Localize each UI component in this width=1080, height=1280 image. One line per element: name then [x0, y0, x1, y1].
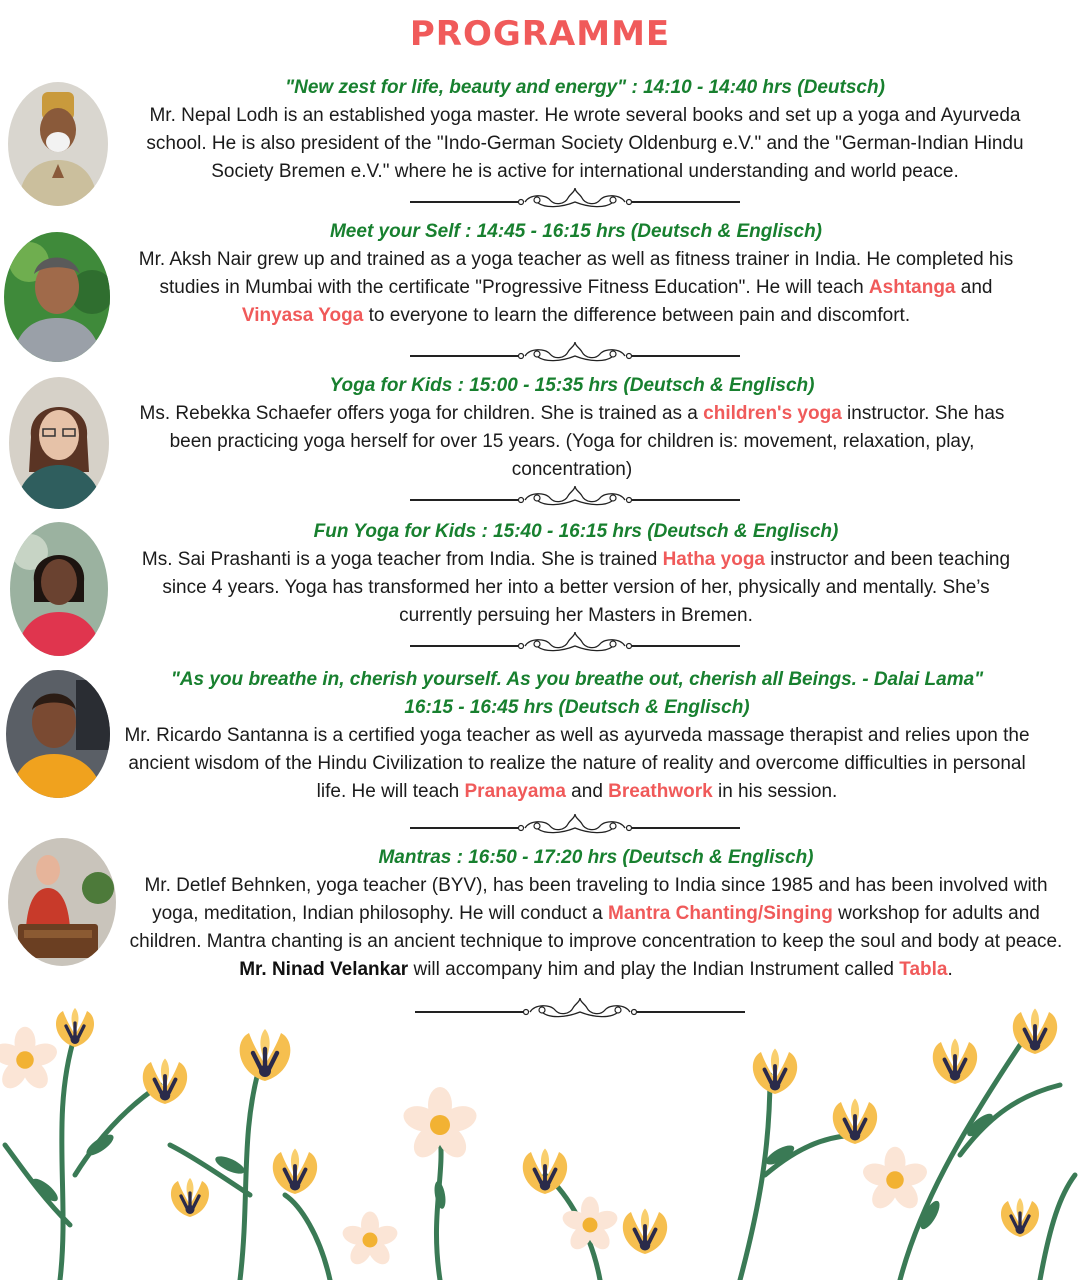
- ornament-divider-5: [410, 812, 740, 836]
- avatar-aksh-nair: [4, 232, 110, 362]
- session-6-description: Mr. Detlef Behnken, yoga teacher (BYV), has been traveling to India since 1985 and has been involved with yoga, meditation, Indian philosophy. He will conduct a Mantra Chanting/Singing workshop for adults and children. Mantra chanting is an ancient technique to improve concentration to keep the soul and body at peace. Mr. Ninad Velankar will accompany him and play the Indian Instrument called Tabla.: [129, 875, 1063, 980]
- avatar-nepal-lodh: [8, 82, 108, 206]
- ornament-divider-4: [410, 630, 740, 654]
- session-2-heading: Meet your Self : 14:45 - 16:15 hrs (Deutsch & Englisch): [329, 221, 823, 242]
- session-5-time: 16:15 - 16:45 hrs (Deutsch & Englisch): [404, 697, 750, 718]
- ornament-divider-3: [410, 484, 740, 508]
- avatar-detlef-behnken: [8, 838, 116, 966]
- session-3: [122, 372, 1022, 484]
- avatar-ricardo-santanna: [6, 670, 110, 798]
- highlight-ninad-velankar: Mr. Ninad Velankar: [239, 959, 409, 980]
- session-5-description: Mr. Ricardo Santanna is a certified yoga teacher as well as ayurveda massage therapist and relies upon the ancient wisdom of the Hindu Civilization to realize the nature of reality and overcome difficulties in personal life. He will teach Pranayama and Breathwork in his session.: [124, 725, 1030, 802]
- highlight-hatha-yoga: Hatha yoga: [662, 549, 765, 570]
- highlight-vinyasa-yoga: Vinyasa Yoga: [241, 305, 364, 326]
- highlight-childrens-yoga: children's yoga: [703, 403, 842, 424]
- session-5: [122, 666, 1032, 806]
- avatar-rebekka-schaefer: [9, 377, 109, 509]
- session-6-heading: Mantras : 16:50 - 17:20 hrs (Deutsch & Englisch): [378, 847, 814, 868]
- avatar-sai-prashanti: [10, 522, 108, 656]
- session-4-description: Ms. Sai Prashanti is a yoga teacher from India. She is trained Hatha yoga instructor and been teaching since 4 years. Yoga has transformed her into a better version of her, physically and mentally. She’s currently persuing her Masters in Bremen.: [141, 549, 1011, 626]
- highlight-mantra-chanting: Mantra Chanting/Singing: [608, 903, 833, 924]
- session-1-description: Mr. Nepal Lodh is an established yoga master. He wrote several books and set up a yoga and Ayurveda school. He is also president of the "Indo-German Society Oldenburg e.V." and the "German-Indian Hindu Society Bremen e.V." where he is active for international understanding and world peace.: [146, 105, 1024, 182]
- highlight-ashtanga: Ashtanga: [868, 277, 956, 298]
- floral-decoration: [0, 995, 1080, 1280]
- page-title: PROGRAMME: [409, 14, 671, 54]
- ornament-divider-1: [410, 186, 740, 210]
- ornament-divider-2: [410, 340, 740, 364]
- session-6: [126, 844, 1066, 984]
- session-3-description: Ms. Rebekka Schaefer offers yoga for children. She is trained as a children's yoga instructor. She has been practicing yoga herself for over 15 years. (Yoga for children is: movement, relaxation, play, concentration): [139, 403, 1005, 480]
- session-1-heading: "New zest for life, beauty and energy" : 14:10 - 14:40 hrs (Deutsch): [285, 77, 885, 98]
- session-4-heading: Fun Yoga for Kids : 15:40 - 16:15 hrs (Deutsch & Englisch): [313, 521, 839, 542]
- session-1: [130, 74, 1040, 186]
- session-5-heading: "As you breathe in, cherish yourself. As you breathe out, cherish all Beings. - Dalai Lama": [170, 669, 984, 690]
- highlight-breathwork: Breathwork: [608, 781, 713, 802]
- session-3-heading: Yoga for Kids : 15:00 - 15:35 hrs (Deutsch & Englisch): [329, 375, 815, 396]
- highlight-pranayama: Pranayama: [464, 781, 566, 802]
- highlight-tabla: Tabla: [899, 959, 948, 980]
- session-2: [136, 218, 1016, 330]
- session-2-description: Mr. Aksh Nair grew up and trained as a yoga teacher as well as fitness trainer in India. He completed his studies in Mumbai with the certificate "Progressive Fitness Education". He will teach Ashtanga and Vinyasa Yoga to everyone to learn the difference between pain and discomfort.: [138, 249, 1014, 326]
- session-4: [126, 518, 1026, 630]
